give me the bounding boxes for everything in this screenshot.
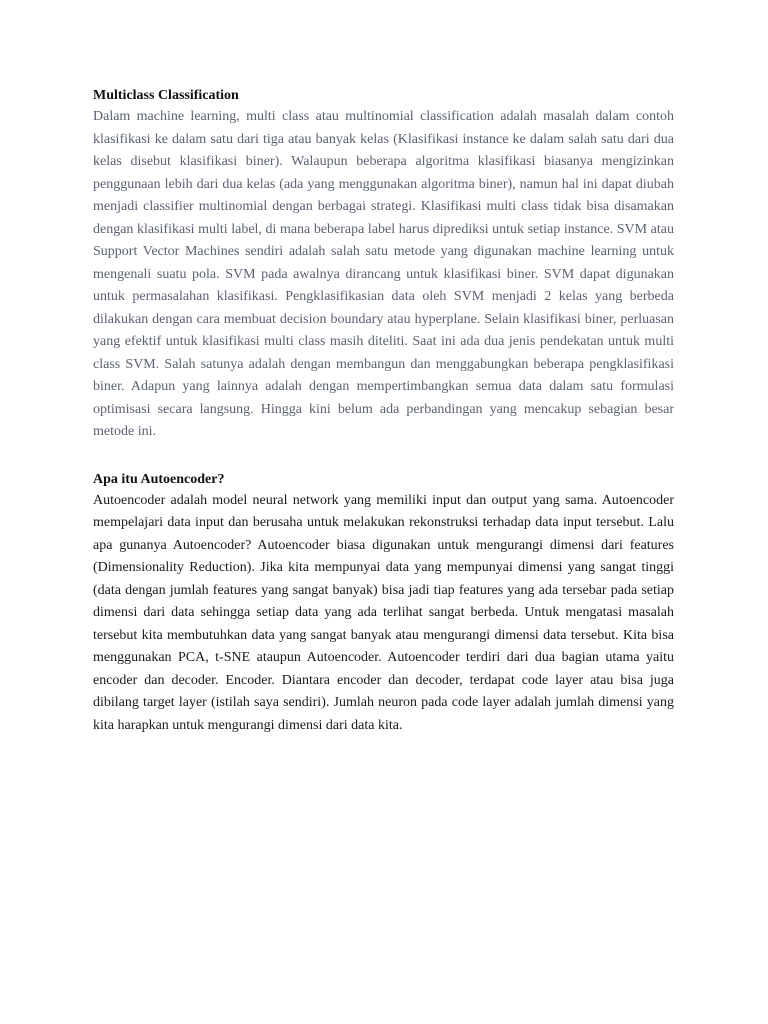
document-page [93,86,674,737]
section-heading-multiclass: Multiclass Classification [93,88,239,103]
paragraph-autoencoder: Autoencoder adalah model neural network yang memiliki input dan output yang sama. Autoencoder mempelajari data input dan berusaha untuk melakukan rekonstruksi terhadap data input tersebut. Lalu apa gunanya Autoencoder? Autoencoder biasa digunakan untuk mengurangi dimensi dari features (Dimensionality Reduction). Jika kita mempunyai data yang mempunyai dimensi yang sangat tinggi (data dengan jumlah features yang sangat banyak) bisa jadi tiap features yang ada tersebar pada setiap dimensi dari data sehingga setiap data yang ada terlihat sangat berbeda. Untuk mengatasi masalah tersebut kita membutuhkan data yang sangat banyak atau mengurangi dimensi data tersebut. Kita bisa menggunakan PCA, t-SNE ataupun Autoencoder. Autoencoder terdiri dari dua bagian utama yaitu encoder dan decoder. Encoder. Diantara encoder dan decoder, terdapat code layer atau bisa juga dibilang target layer (istilah saya sendiri). Jumlah neuron pada code layer adalah jumlah dimensi yang kita harapkan untuk mengurangi dimensi dari data kita. [93,492,674,733]
section-multiclass [93,86,674,444]
section-autoencoder [93,470,674,738]
paragraph-multiclass: Dalam machine learning, multi class atau multinomial classification adalah masalah dalam contoh klasifikasi ke dalam satu dari tiga atau banyak kelas (Klasifikasi instance ke dalam salah satu dari dua kelas disebut klasifikasi biner). Walaupun beberapa algoritma klasifikasi biasanya mengizinkan penggunaan lebih dari dua kelas (ada yang menggunakan algoritma biner), namun hal ini dapat diubah menjadi classifier multinomial dengan berbagai strategi. Klasifikasi multi class tidak bisa disamakan dengan klasifikasi multi label, di mana beberapa label harus diprediksi untuk setiap instance. SVM atau Support Vector Machines sendiri adalah salah satu metode yang digunakan machine learning untuk mengenali suatu pola. SVM pada awalnya dirancang untuk klasifikasi biner. SVM dapat digunakan untuk permasalahan klasifikasi. Pengklasifikasian data oleh SVM menjadi 2 kelas yang berbeda dilakukan dengan cara membuat decision boundary atau hyperplane. Selain klasifikasi biner, perluasan yang efektif untuk klasifikasi multi class masih diteliti. Saat ini ada dua jenis pendekatan untuk multi class SVM. Salah satunya adalah dengan membangun dan menggabungkan beberapa pengklasifikasi biner. Adapun yang lainnya adalah dengan mempertimbangkan semua data dalam satu formulasi optimisasi secara langsung. Hingga kini belum ada perbandingan yang mencakup sebagian besar metode ini. [93,109,674,439]
section-spacer [93,444,674,470]
section-heading-autoencoder: Apa itu Autoencoder? [93,471,225,487]
